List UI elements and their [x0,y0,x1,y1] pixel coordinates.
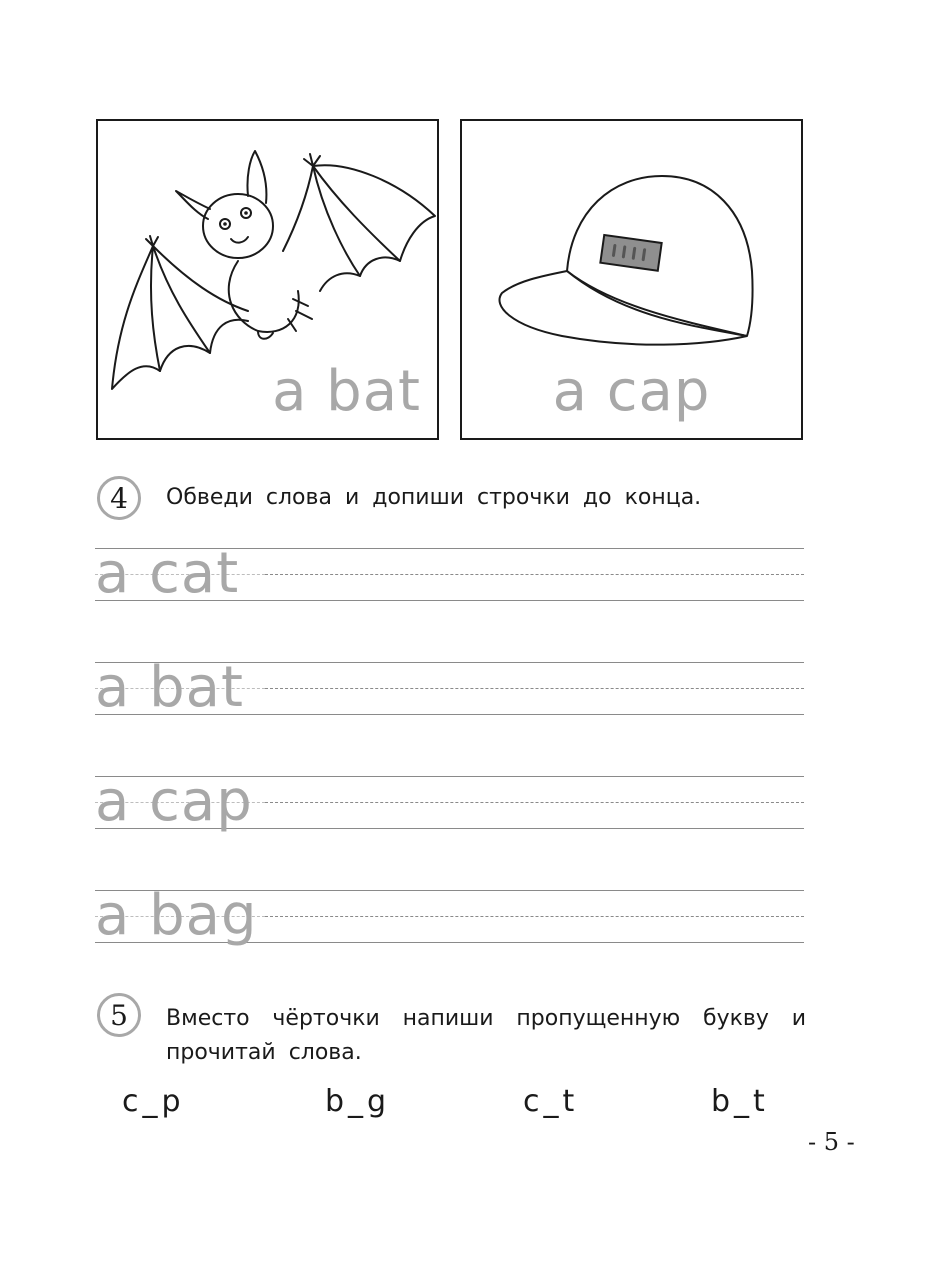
mid-guide-line [265,802,804,803]
trace-word: a cap [95,769,253,834]
fill-in-word[interactable]: b_g [325,1084,391,1119]
card-bat [96,119,439,440]
mid-guide-line [265,574,804,575]
task-number: 5 [97,993,141,1037]
writing-row[interactable] [95,769,804,834]
card-cap [460,119,803,440]
task-instruction: Вместо чёрточки напиши пропущенную букву и прочитай слова. [166,1006,806,1065]
fill-in-word[interactable]: c_p [122,1084,185,1119]
trace-word: a bat [95,655,244,720]
card-word: a cap [552,359,711,424]
fill-in-word[interactable]: c_t [523,1084,579,1119]
mid-guide-line [265,688,804,689]
trace-word: a cat [95,541,240,606]
fill-in-word[interactable]: b_t [711,1084,769,1119]
task-number: 4 [97,476,141,520]
page-number: - 5 - [808,1128,855,1156]
writing-row[interactable] [95,541,804,606]
writing-row[interactable] [95,655,804,720]
mid-guide-line [265,916,804,917]
task-instruction: Обведи слова и допиши строчки до конца. [166,485,702,510]
writing-row[interactable] [95,883,804,948]
card-word: a bat [272,359,421,424]
trace-word: a bag [95,883,258,948]
